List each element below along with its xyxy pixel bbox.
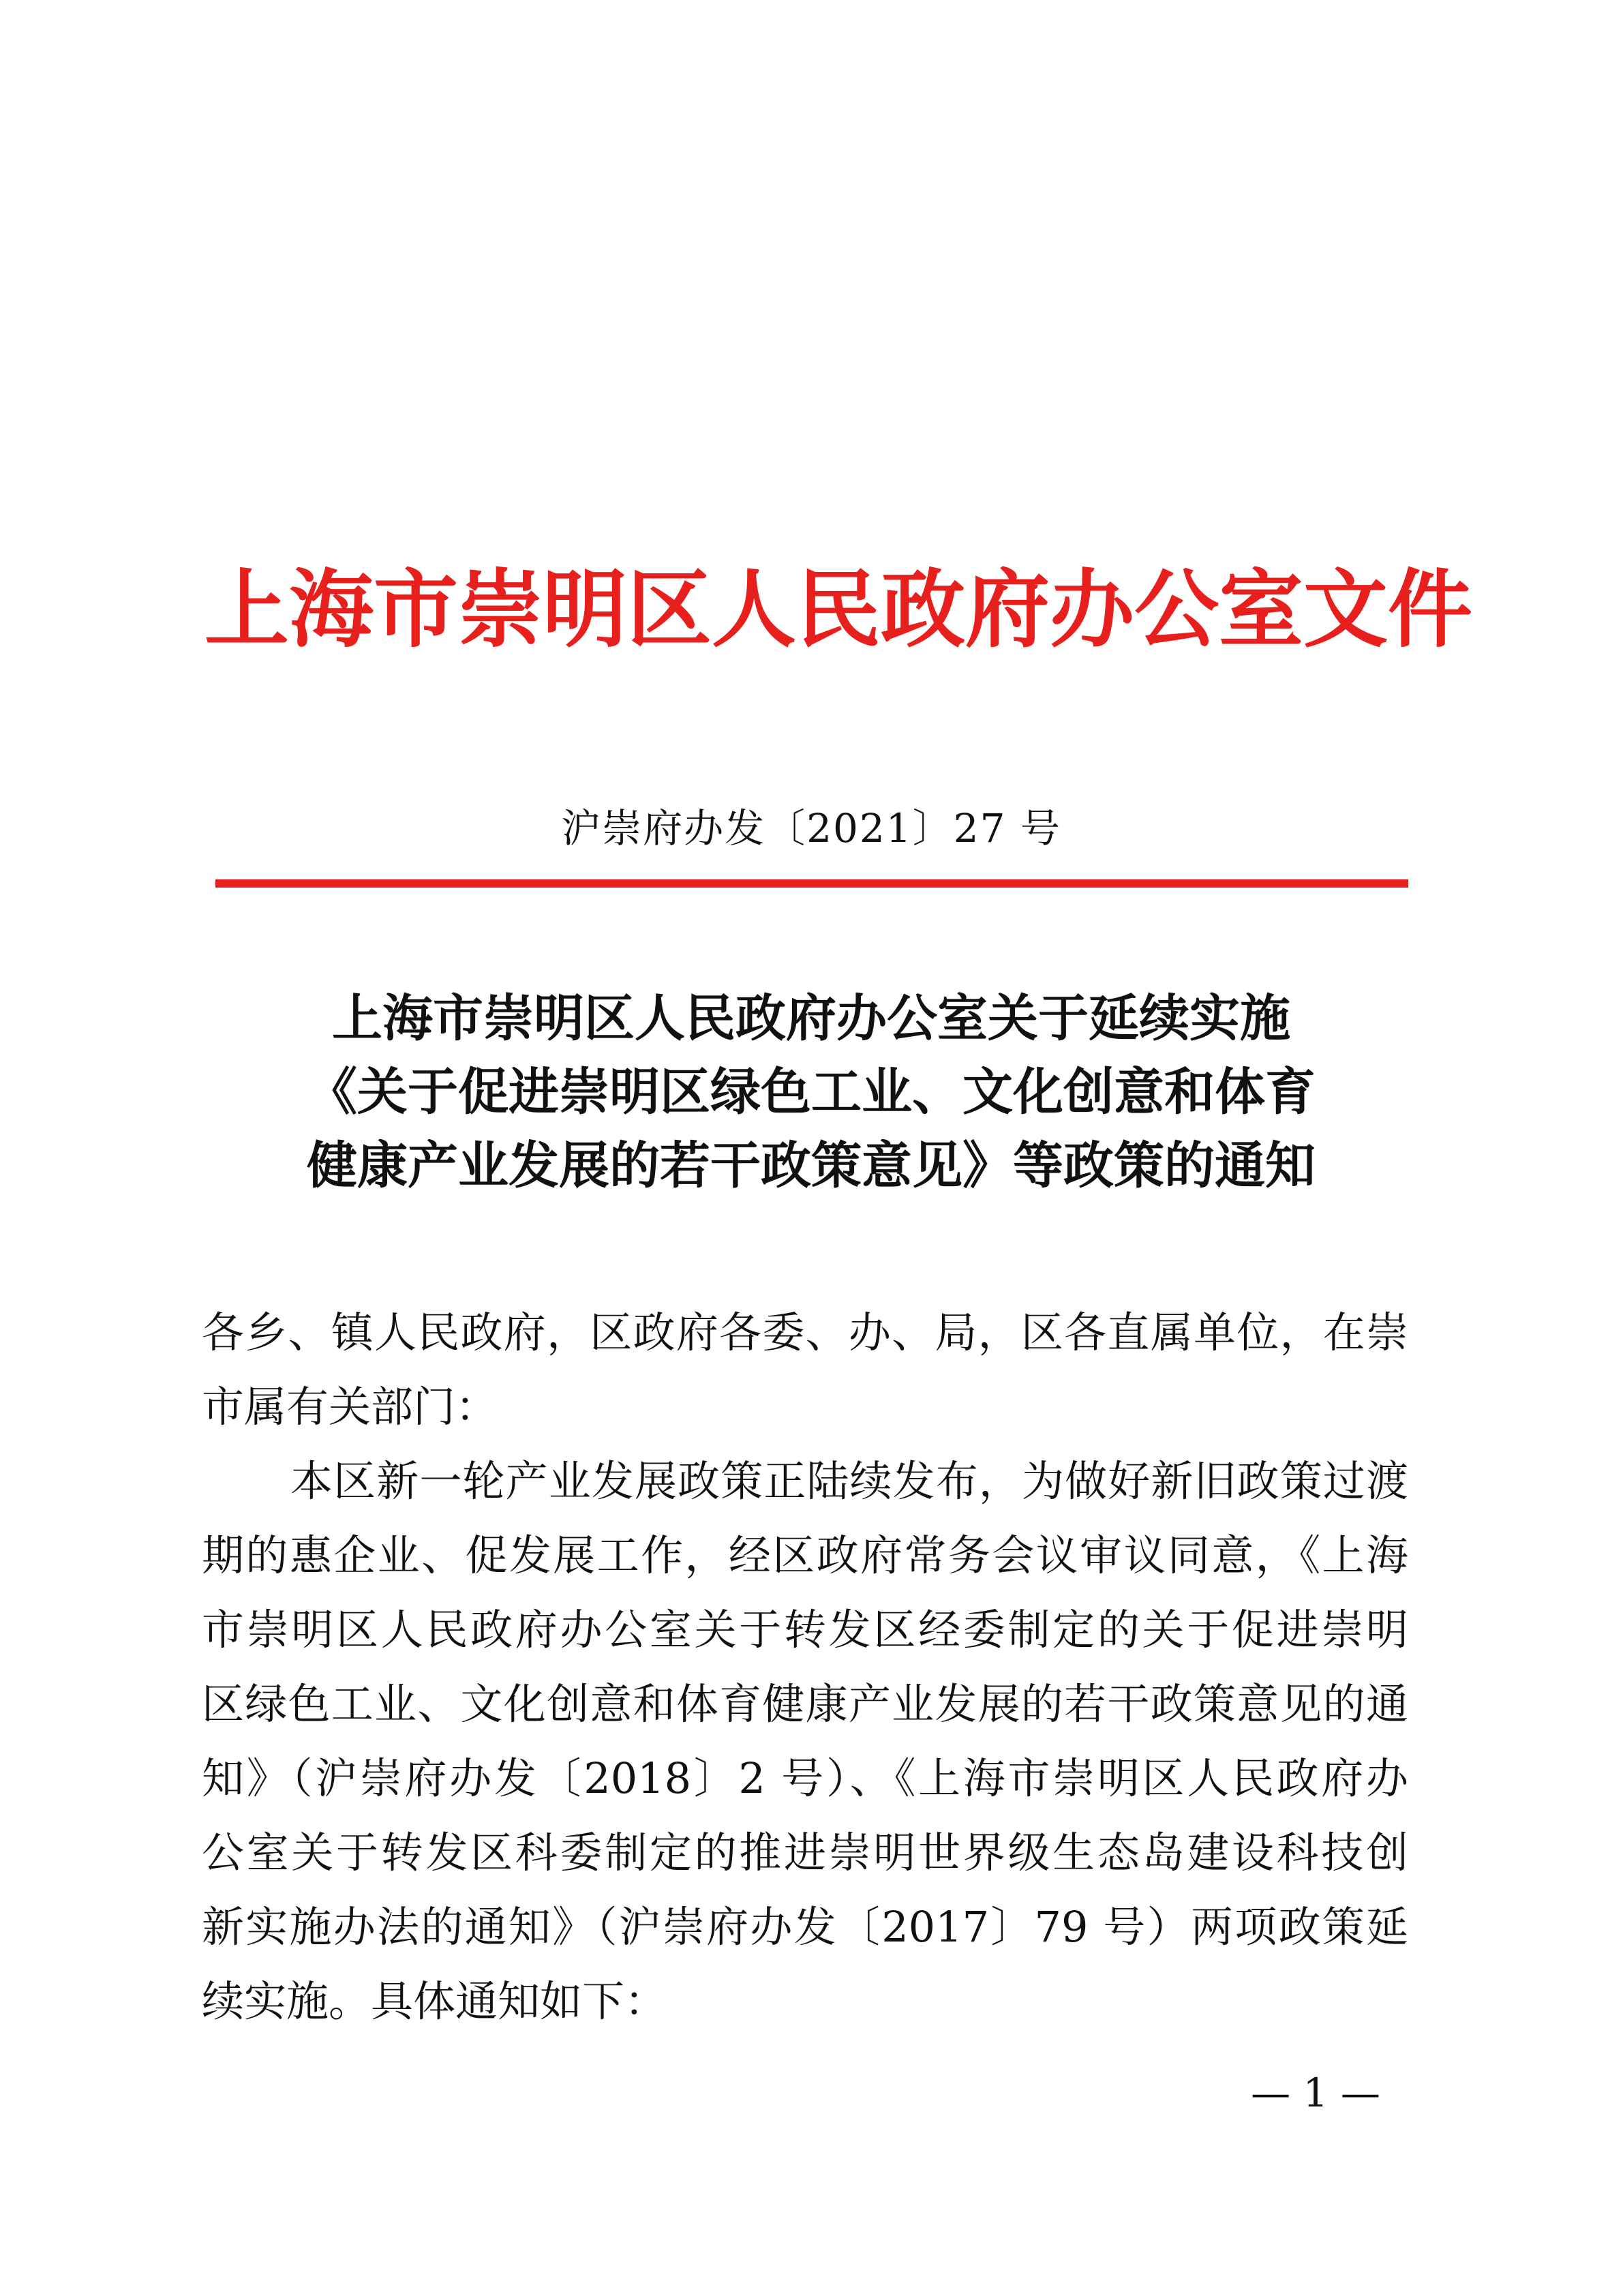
paragraph-line: 续实施。具体通知如下： bbox=[202, 1976, 667, 2026]
title-line: 《关于促进崇明区绿色工业、文化创意和体育 bbox=[307, 1063, 1316, 1121]
title-line: 健康产业发展的若干政策意见》等政策的通知 bbox=[307, 1136, 1316, 1195]
masthead-title: 上海市崇明区人民政府办公室文件 bbox=[204, 560, 1473, 659]
paragraph-line: 本区新一轮产业发展政策正陆续发布，为做好新旧政策过渡 bbox=[290, 1456, 1408, 1506]
paragraph-line: 知》（沪崇府办发〔2018〕2 号）、《上海市崇明区人民政府办 bbox=[202, 1753, 1408, 1803]
salutation bbox=[202, 1295, 1408, 1444]
body-paragraph bbox=[202, 1444, 1408, 2038]
page-number: — 1 — bbox=[1251, 2070, 1380, 2116]
paragraph-line: 公室关于转发区科委制定的推进崇明世界级生态岛建设科技创 bbox=[202, 1828, 1408, 1877]
document-number: 沪崇府办发〔2021〕27 号 bbox=[561, 805, 1061, 851]
red-divider-rule bbox=[215, 879, 1408, 888]
paragraph-line: 新实施办法的通知》（沪崇府办发〔2017〕79 号）两项政策延 bbox=[202, 1902, 1408, 1952]
paragraph-line: 期的惠企业、促发展工作，经区政府常务会议审议同意，《上海 bbox=[202, 1530, 1408, 1580]
salutation-line: 各乡、镇人民政府，区政府各委、办、局，区各直属单位，在崇 bbox=[202, 1308, 1408, 1357]
paragraph-line: 市崇明区人民政府办公室关于转发区经委制定的关于促进崇明 bbox=[202, 1605, 1408, 1655]
paragraph-line: 区绿色工业、文化创意和体育健康产业发展的若干政策意见的通 bbox=[202, 1679, 1408, 1729]
salutation-line: 市属有关部门： bbox=[202, 1382, 498, 1432]
notice-title bbox=[198, 982, 1425, 1203]
title-line: 上海市崇明区人民政府办公室关于延续实施 bbox=[332, 989, 1290, 1048]
notice-body bbox=[202, 1295, 1408, 2038]
